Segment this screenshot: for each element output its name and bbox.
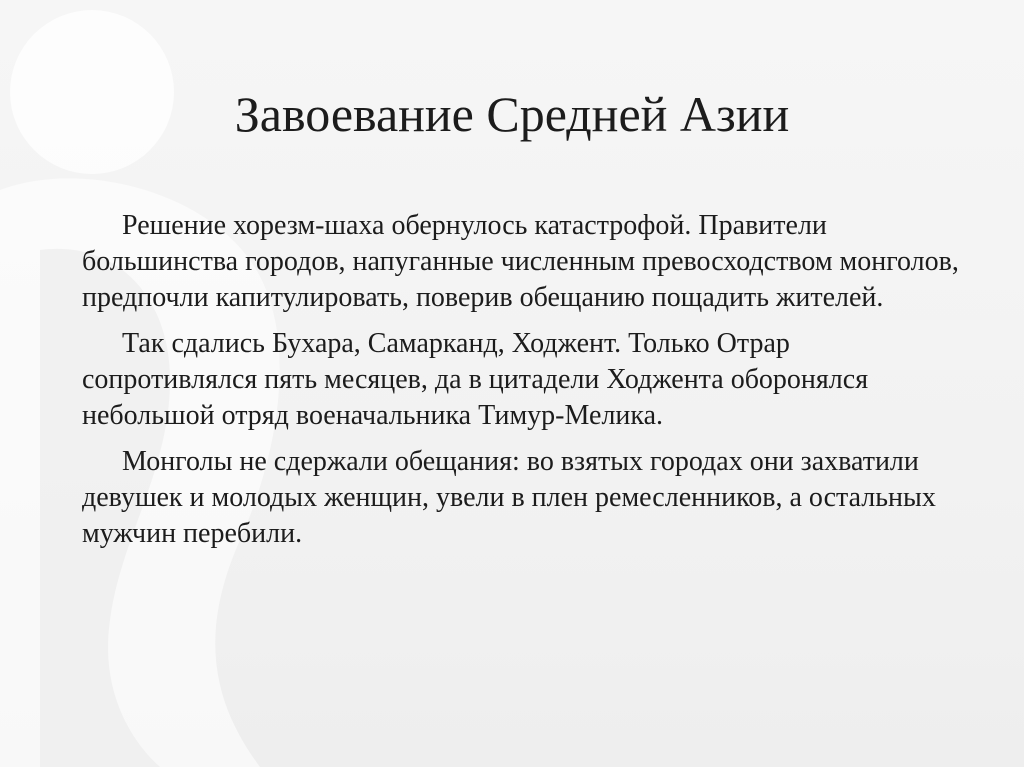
paragraph: Решение хорезм-шаха обернулось катастрофой. Правители большинства городов, напуганные численным превосходством монголов, предпочли капитулировать, поверив обещанию пощадить жителей. — [82, 210, 959, 313]
slide-title: Завоевание Средней Азии — [234, 86, 790, 142]
paragraph: Монголы не сдержали обещания: во взятых городах они захватили девушек и молодых женщин, увели в плен ремесленников, а остальных мужчин перебили. — [82, 446, 936, 549]
paragraph: Так сдались Бухара, Самарканд, Ходжент. Только Отрар сопротивлялся пять месяцев, да в цитадели Ходжента оборонялся небольшой отряд военачальника Тимур-Мелика. — [82, 328, 869, 431]
slide-body — [82, 208, 962, 562]
